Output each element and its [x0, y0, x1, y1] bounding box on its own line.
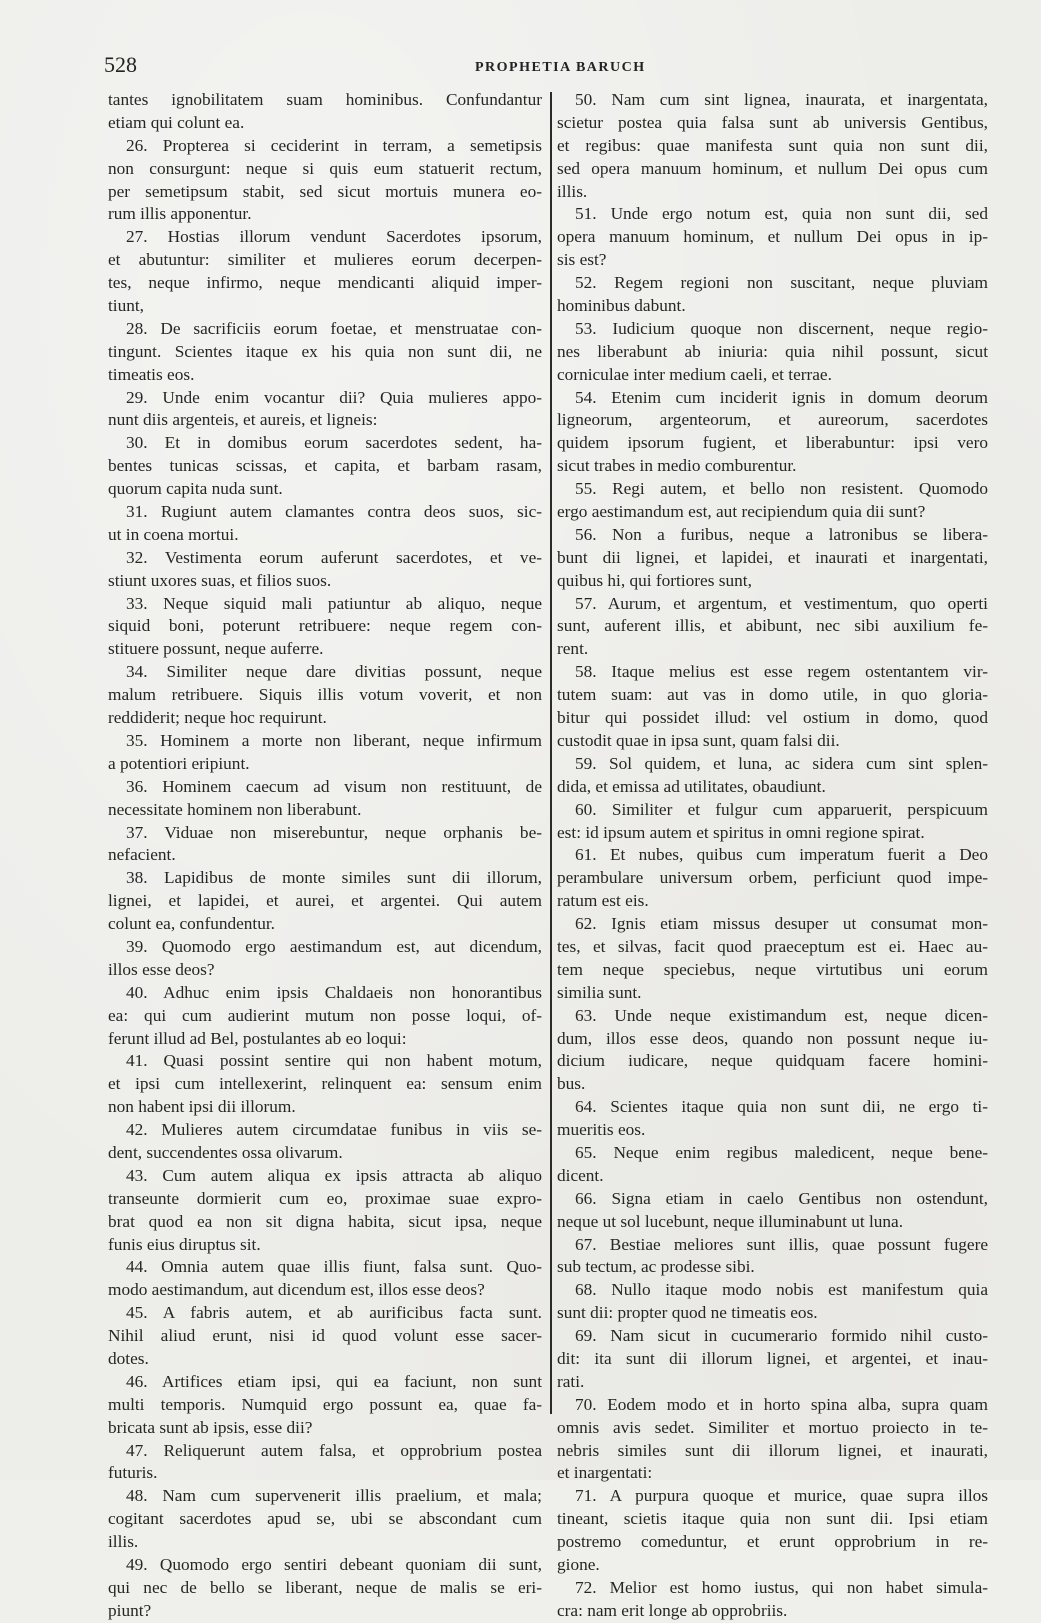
verse-line: tes, et silvas, facit quod praeceptum est ei. Haec au-	[557, 936, 988, 956]
verse-line: piunt?	[108, 1600, 152, 1620]
verse-line: malum retribuere. Siquis illis votum voverit, et non	[108, 685, 542, 705]
verse-line: rum illis apponentur.	[108, 204, 252, 224]
verse-line: modo aestimandum, aut dicendum est, illos esse deos?	[108, 1280, 485, 1300]
verse-line: ut in coena mortui.	[108, 524, 239, 544]
verse-line: postremo comeduntur, et erunt opprobrium in re-	[557, 1532, 988, 1552]
verse-line: nefacient.	[108, 845, 176, 865]
verse-line: illos esse deos?	[108, 959, 215, 979]
verse-line-start: 29. Unde enim vocantur dii? Quia mulieres appo-	[126, 387, 542, 407]
verse-line: neque ut sol lucebunt, neque illuminabunt ut luna.	[557, 1211, 904, 1231]
verse-line: omnis avis sedet. Similiter et mortuo proiecto in te-	[557, 1417, 988, 1437]
verse-line: non consurgunt: neque si quis eum statuerit rectum,	[108, 158, 542, 178]
verse-line: etiam qui colunt ea.	[108, 112, 245, 132]
verse-line: tingunt. Scientes itaque ex his quia non sunt dii, ne	[108, 341, 542, 361]
verse-line: necessitate hominem non liberabunt.	[108, 799, 362, 819]
verse-line: ferunt illud ad Bel, postulantes ab eo loqui:	[108, 1028, 407, 1048]
verse-line-start: 61. Et nubes, quibus cum imperatum fuerit a Deo	[575, 845, 988, 865]
verse-line: per semetipsum stabit, sed sicut mortuis munera eo-	[108, 181, 542, 201]
verse-line: perambulare universum orbem, perficiunt quod impe-	[557, 868, 988, 888]
verse-line: custodit quae in ipsa sunt, quam falsi dii.	[557, 730, 840, 750]
verse-line-start: 46. Artifices etiam ipsi, qui ea faciunt, non sunt	[126, 1371, 542, 1391]
verse-line-start: 33. Neque siquid mali patiuntur ab aliquo, neque	[126, 593, 542, 613]
verse-line: bentes tunicas scissas, et capita, et barbam rasam,	[108, 456, 542, 476]
verse-line: bitur qui possidet illud: vel ostium in domo, quod	[557, 708, 988, 728]
verse-line: colunt ea, confundentur.	[108, 914, 275, 934]
verse-line: rati.	[557, 1371, 585, 1391]
verse-line: sed opera manuum hominum, et nullum Dei opus cum	[557, 158, 988, 178]
verse-line-start: 32. Vestimenta eorum auferunt sacerdotes, et ve-	[126, 547, 542, 567]
verse-line: futuris.	[108, 1463, 158, 1483]
verse-line: nes liberabunt ab iniuria: quia nihil possunt, sicut	[557, 341, 988, 361]
verse-line: reddiderit; neque hoc requirunt.	[108, 708, 327, 728]
verse-line: siquid boni, poterunt retribuere: neque regem con-	[108, 616, 542, 636]
verse-line-start: 45. A fabris autem, et ab aurificibus facta sunt.	[126, 1303, 542, 1323]
column-divider	[550, 92, 552, 1414]
verse-line: scietur postea quia falsa sunt ab universis Gentibus,	[557, 112, 988, 132]
verse-line-start: 40. Adhuc enim ipsis Chaldaeis non honorantibus	[126, 982, 542, 1002]
verse-line-start: 70. Eodem modo et in horto spina alba, supra quam	[575, 1394, 988, 1414]
verse-line: lignei, et lapidei, et aurei, et argentei. Qui autem	[108, 891, 542, 911]
verse-line-start: 51. Unde ergo notum est, quia non sunt dii, sed	[575, 204, 988, 224]
verse-line-start: 48. Nam cum supervenerit illis praelium, et mala;	[126, 1486, 542, 1506]
verse-line: illis.	[557, 181, 588, 201]
verse-line: funis eius diruptus sit.	[108, 1234, 261, 1254]
verse-line-start: 64. Scientes itaque quia non sunt dii, ne ergo ti-	[575, 1097, 988, 1117]
verse-line-start: 52. Regem regioni non suscitant, neque pluviam	[575, 273, 988, 293]
right-column	[557, 89, 988, 1623]
verse-line: cra: nam erit longe ab opprobriis.	[557, 1600, 788, 1620]
page-number: 528	[104, 52, 137, 77]
verse-line: sis est?	[557, 250, 607, 270]
verse-line: et inargentati:	[557, 1463, 653, 1483]
verse-line-start: 49. Quomodo ergo sentiri debeant quoniam dii sunt,	[126, 1555, 542, 1574]
verse-line: ea: qui cum audierint mutum non posse loqui, of-	[108, 1005, 542, 1025]
verse-line: dicium iudicare, neque quidquam facere homini-	[557, 1051, 988, 1071]
verse-line-start: 72. Melior est homo iustus, qui non habet simula-	[575, 1577, 988, 1597]
verse-line: Nihil aliud erunt, nisi id quod volunt esse sacer-	[108, 1326, 542, 1346]
verse-line-start: 36. Hominem caecum ad visum non restituunt, de	[126, 776, 542, 796]
verse-line: ratum est eis.	[557, 891, 649, 911]
verse-line: sunt, auferent illis, et abibunt, nec sibi auxilium fe-	[557, 616, 988, 636]
verse-line: tutem suam: aut vas in domo utile, in quo gloria-	[557, 685, 988, 705]
verse-line-start: 66. Signa etiam in caelo Gentibus non ostendunt,	[575, 1188, 988, 1208]
verse-line: quibus hi, qui fortiores sunt,	[557, 570, 752, 590]
verse-line: bricata sunt ab ipsis, esse dii?	[108, 1417, 313, 1437]
verse-line: corniculae inter medium caeli, et terrae.	[557, 364, 832, 384]
verse-line: cogitant sacerdotes apud se, ubi se abscondant cum	[108, 1509, 542, 1529]
verse-line: quidem ipsorum fugient, et liberabuntur: ipsi vero	[557, 433, 988, 453]
verse-line-start: 69. Nam sicut in cucumerario formido nihil custo-	[575, 1326, 988, 1346]
verse-line: sunt dii: propter quod ne timeatis eos.	[557, 1303, 818, 1323]
verse-line: ligneorum, argenteorum, et aureorum, sacerdotes	[557, 410, 988, 430]
verse-line: gione.	[557, 1555, 600, 1574]
verse-line: dum, illos esse deos, quando non possunt neque iu-	[557, 1028, 988, 1048]
verse-line-start: 43. Cum autem aliqua ex ipsis attracta ab aliquo	[126, 1165, 542, 1185]
verse-line-start: 54. Etenim cum inciderit ignis in domum deorum	[575, 387, 988, 407]
verse-line: mueritis eos.	[557, 1120, 646, 1140]
verse-line: et regibus: quae manifesta sunt quia non sunt dii,	[557, 135, 988, 155]
verse-line: dida, et emissa ad utilitates, obaudiunt.	[557, 776, 826, 796]
verse-line: et ipsi cum intellexerint, relinquent ea: sensum enim	[108, 1074, 542, 1094]
verse-line: similia sunt.	[557, 982, 642, 1002]
verse-line: timeatis eos.	[108, 364, 195, 384]
verse-line-start: 35. Hominem a morte non liberant, neque infirmum	[126, 730, 542, 750]
verse-line: qui nec de bello se liberant, neque de malis se eri-	[108, 1577, 542, 1597]
verse-line: dicent.	[557, 1165, 604, 1185]
verse-line: est: id ipsum autem et spiritus in omni regione spirat.	[557, 822, 925, 842]
verse-line-start: 68. Nullo itaque modo nobis est manifestum quia	[575, 1280, 988, 1300]
verse-line: et abutuntur: similiter et mulieres eorum decerpen-	[108, 250, 542, 270]
verse-line: illis.	[108, 1532, 139, 1552]
verse-line: tes, neque infirmo, neque mendicanti aliquid imper-	[108, 273, 542, 293]
verse-line-start: 44. Omnia autem quae illis fiunt, falsa sunt. Quo-	[126, 1257, 542, 1277]
verse-line: tineant, scietis itaque quia non sunt dii. Ipsi etiam	[557, 1509, 988, 1529]
verse-line: non habent ipsi dii illorum.	[108, 1097, 296, 1117]
verse-line-start: 56. Non a furibus, neque a latronibus se libera-	[575, 524, 988, 544]
verse-line-start: 63. Unde neque existimandum est, neque dicen-	[575, 1005, 988, 1025]
verse-line: bunt dii lignei, et lapidei, et inaurati et inargentati,	[557, 547, 988, 567]
verse-line-start: 28. De sacrificiis eorum foetae, et menstruatae con-	[126, 318, 542, 338]
verse-line: tiunt,	[108, 296, 145, 316]
verse-line: brat quod ea non sit digna habita, sicut ipsa, neque	[108, 1211, 542, 1231]
verse-line-start: 62. Ignis etiam missus desuper ut consumat mon-	[575, 914, 988, 934]
verse-line-start: 34. Similiter neque dare divitias possunt, neque	[126, 662, 542, 682]
verse-line: a potentiori eripiunt.	[108, 753, 250, 773]
verse-line-start: 38. Lapidibus de monte similes sunt dii illorum,	[126, 868, 542, 888]
verse-line-start: 67. Bestiae meliores sunt illis, quae possunt fugere	[575, 1234, 988, 1254]
verse-line-start: 42. Mulieres autem circumdatae funibus in viis se-	[126, 1120, 542, 1140]
verse-line: hominibus dabunt.	[557, 296, 686, 316]
running-head: PROPHETIA BARUCH	[475, 60, 646, 75]
verse-line: bus.	[557, 1074, 586, 1094]
verse-line: dotes.	[108, 1348, 149, 1368]
verse-line: dit: ita sunt dii illorum lignei, et argentei, et inau-	[557, 1348, 988, 1368]
verse-line: nebris similes sunt dii illorum lignei, et inaurati,	[557, 1440, 988, 1460]
verse-line: stituere possunt, neque auferre.	[108, 639, 324, 659]
verse-line-start: 27. Hostias illorum vendunt Sacerdotes ipsorum,	[126, 227, 542, 247]
verse-line-start: 50. Nam cum sint lignea, inaurata, et inargentata,	[575, 90, 988, 109]
verse-line: quorum capita nuda sunt.	[108, 479, 283, 499]
verse-line: sicut trabes in medio comburentur.	[557, 456, 797, 476]
verse-line: tantes ignobilitatem suam hominibus. Confundantur	[108, 90, 542, 109]
verse-line-start: 39. Quomodo ergo aestimandum est, aut dicendum,	[126, 936, 542, 956]
verse-line-start: 30. Et in domibus eorum sacerdotes sedent, ha-	[126, 433, 542, 453]
verse-line: sub tectum, ac prodesse sibi.	[557, 1257, 755, 1277]
verse-line: opera manuum hominum, et nullum Dei opus in ip-	[557, 227, 988, 247]
verse-line-start: 26. Propterea si ceciderint in terram, a semetipsis	[126, 135, 542, 155]
verse-line: multi temporis. Numquid ergo possunt ea, quae fa-	[108, 1394, 542, 1414]
verse-line: transeunte dormierit cum eo, proximae suae expro-	[108, 1188, 542, 1208]
verse-line-start: 41. Quasi possint sentire qui non habent motum,	[126, 1051, 542, 1071]
verse-line-start: 59. Sol quidem, et luna, ac sidera cum sint splen-	[575, 753, 988, 773]
verse-line: rent.	[557, 639, 589, 659]
verse-line: tem neque speciebus, neque virtutibus uni eorum	[557, 959, 988, 979]
verse-line-start: 47. Reliquerunt autem falsa, et opprobrium postea	[126, 1440, 542, 1460]
verse-line: ergo aestimandum est, aut recipiendum quia dii sunt?	[557, 502, 926, 522]
verse-line-start: 58. Itaque melius est esse regem ostentantem vir-	[575, 662, 988, 682]
verse-line: dent, succendentes ossa olivarum.	[108, 1142, 343, 1162]
verse-line-start: 31. Rugiunt autem clamantes contra deos suos, sic-	[126, 502, 542, 522]
verse-line: nunt diis argenteis, et aureis, et ligneis:	[108, 410, 378, 430]
verse-line-start: 65. Neque enim regibus maledicent, neque bene-	[575, 1142, 988, 1162]
verse-line-start: 55. Regi autem, et bello non resistent. Quomodo	[575, 479, 988, 499]
verse-line-start: 71. A purpura quoque et murice, quae supra illos	[575, 1486, 988, 1506]
left-column	[108, 89, 542, 1623]
verse-line-start: 57. Aurum, et argentum, et vestimentum, quo operti	[575, 593, 988, 613]
verse-line-start: 53. Iudicium quoque non discernent, neque regio-	[575, 318, 988, 338]
verse-line-start: 60. Similiter et fulgur cum apparuerit, perspicuum	[575, 799, 988, 819]
verse-line-start: 37. Viduae non miserebuntur, neque orphanis be-	[126, 822, 542, 842]
verse-line: stiunt uxores suas, et filios suos.	[108, 570, 332, 590]
